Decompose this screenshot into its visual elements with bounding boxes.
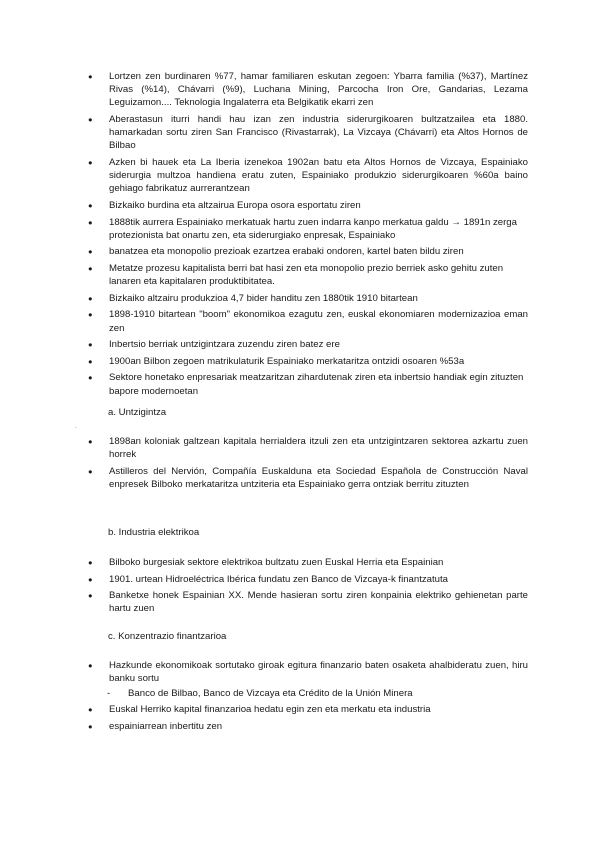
dash-marker: - (107, 687, 111, 699)
heading-industria-elektrikoa: b. Industria elektrikoa (108, 527, 200, 538)
heading-konzentrazio-finantzarioa: c. Konzentrazio finantzarioa (108, 631, 227, 642)
section-a-list (88, 435, 528, 495)
section-1-list (88, 70, 528, 401)
list-item: ● Bilboko burgesiak sektore elektrikoa bultzatu zuen Euskal Herria eta Espainian (88, 556, 528, 569)
list-item: ● Azken bi hauek eta La Iberia izenekoa 1902an batu eta Altos Hornos de Vizcaya, Espainiako siderurgia multzoa handiena eratu zuten, Espainiako produkzio siderurgikoaren %60a baino gehiago fabrikatuz aurrerantzean (88, 156, 528, 196)
list-item: ● espainiarrean inbertitu zen (88, 720, 528, 733)
list-item: ● Bizkaiko burdina eta altzairua Europa osora esportatu ziren (88, 199, 528, 212)
list-item: ● Banketxe honek Espainian XX. Mende hasieran sortu ziren konpainia elektriko gehienetan parte hartu zuen (88, 589, 528, 615)
list-item: ● Bizkaiko altzairu produkzioa 4,7 bider handitu zen 1880tik 1910 bitartean (88, 292, 528, 305)
list-item: ● 1898an koloniak galtzean kapitala herrialdera itzuli zen eta untzigintzaren sektorea azkartu zuen horrek (88, 435, 528, 461)
stray-mark: . (75, 424, 77, 430)
section-b-list (88, 556, 528, 619)
heading-untzigintza: a. Untzigintza (108, 407, 167, 418)
sub-item-text: Banco de Bilbao, Banco de Vizcaya eta Crédito de la Unión Minera (128, 687, 413, 699)
list-item: ● 1900an Bilbon zegoen matrikulaturik Espainiako merkataritza ontzidi osoaren %53a (88, 355, 528, 368)
list-item: ● 1898-1910 bitartean "boom" ekonomikoa ezagutu zen, euskal ekonomiaren modernizazioa eman zen (88, 308, 528, 334)
list-item: ● Aberastasun iturri handi hau izan zen industria siderurgikoaren bultzatzailea eta 1880. hamarkadan sortu ziren San Francisco (Rivastarrak), La Vizcaya (Chávarri) eta Altos Hornos de Bilbao (88, 113, 528, 153)
list-item: ● Inbertsio berriak untzigintzara zuzendu ziren batez ere (88, 338, 528, 351)
list-item: ● Astilleros del Nervión, Compañía Euskalduna eta Sociedad Española de Construcción Naval enpresek Bilboko merkataritza untziteria eta Espainiako gerra ontziak berritu zituzten (88, 465, 528, 491)
section-c-list (88, 659, 528, 737)
list-item: ● Hazkunde ekonomikoak sortutako giroak egitura finanzario baten osaketa ahalbideratu zuen, hiru banku sortu (88, 659, 528, 685)
list-item: ● Metatze prozesu kapitalista berri bat hasi zen eta monopolio prezio berriek asko gehitu zuten lanaren eta kapitalaren produktibitatea. (88, 262, 528, 288)
sub-list-item (88, 687, 528, 700)
list-item: ● banatzea eta monopolio prezioak ezartzea erabaki ondoren, kartel baten bildu ziren (88, 245, 528, 258)
list-item: ● Sektore honetako enpresariak meatzaritzan zihardutenak ziren eta inbertsio handiak egin zituzten bapore modernoetan (88, 371, 528, 397)
list-item: ● 1901. urtean Hidroeléctrica Ibérica fundatu zen Banco de Vizcaya-k finantzatuta (88, 573, 528, 586)
list-item: ● Lortzen zen burdinaren %77, hamar familiaren eskutan zegoen: Ybarra familia (%37), Martínez Rivas (%14), Chávarri (%9), Luchana Mining, Parcocha Iron Ore, Gandarias, Lezama Leguizamon.... Teknologia Ingalaterra eta Belgikatik ekarri zen (88, 70, 528, 110)
list-item: ● 1888tik aurrera Espainiako merkatuak hartu zuen indarra kanpo merkatua galdu → 1891n zerga protezionista bat onartu zen, eta siderurgiako enpresak, Espainiako (88, 216, 528, 242)
list-item: ● Euskal Herriko kapital finanzarioa hedatu egin zen eta merkatu eta industria (88, 703, 528, 716)
